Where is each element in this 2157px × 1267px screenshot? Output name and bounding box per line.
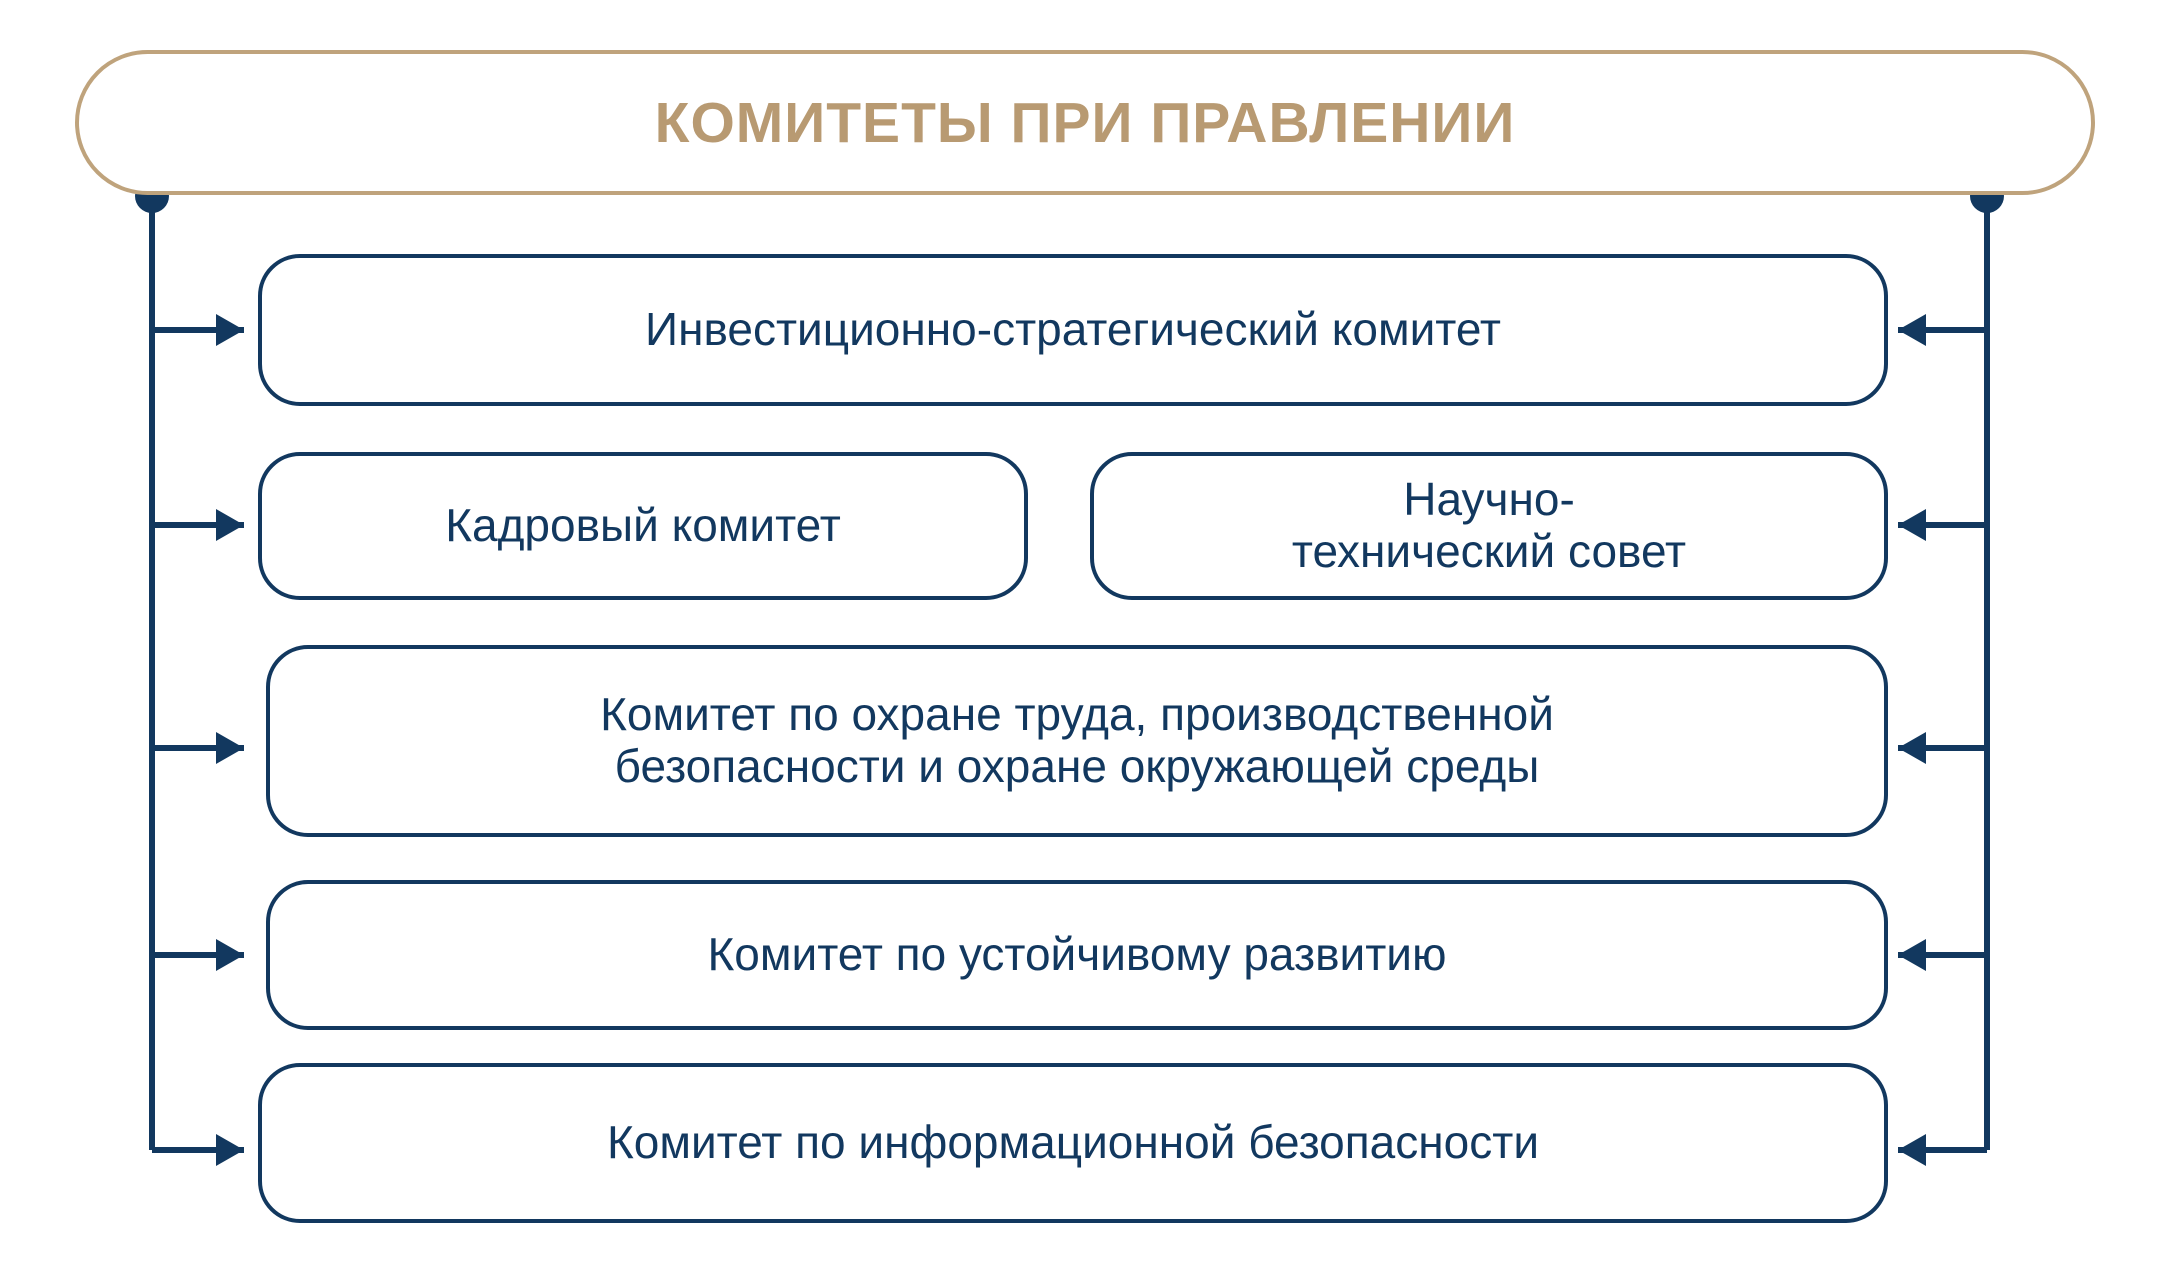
- node-label-line-2: безопасности и охране окружающей среды: [614, 740, 1540, 792]
- node-label-line-1: Научно-: [1403, 473, 1575, 526]
- node-label: Комитет по информационной безопасности: [606, 1116, 1540, 1169]
- node-label: Кадровый комитет: [445, 499, 841, 552]
- node-information-security-committee[interactable]: [258, 1063, 1888, 1223]
- node-hr-committee[interactable]: [258, 452, 1028, 600]
- node-investment-committee[interactable]: [258, 254, 1888, 406]
- node-label: Комитет по устойчивому развитию: [707, 928, 1447, 981]
- diagram-header: [75, 50, 2095, 195]
- node-label: Инвестиционно-стратегический комитет: [645, 303, 1501, 356]
- node-sustainable-development-committee[interactable]: [266, 880, 1888, 1030]
- node-label-line-2: технический совет: [1291, 525, 1687, 577]
- node-labor-safety-committee[interactable]: [266, 645, 1888, 837]
- page-title: КОМИТЕТЫ ПРИ ПРАВЛЕНИИ: [654, 90, 1516, 155]
- node-label-line-1: Комитет по охране труда, производственной: [600, 688, 1554, 741]
- node-scientific-technical-council[interactable]: [1090, 452, 1888, 600]
